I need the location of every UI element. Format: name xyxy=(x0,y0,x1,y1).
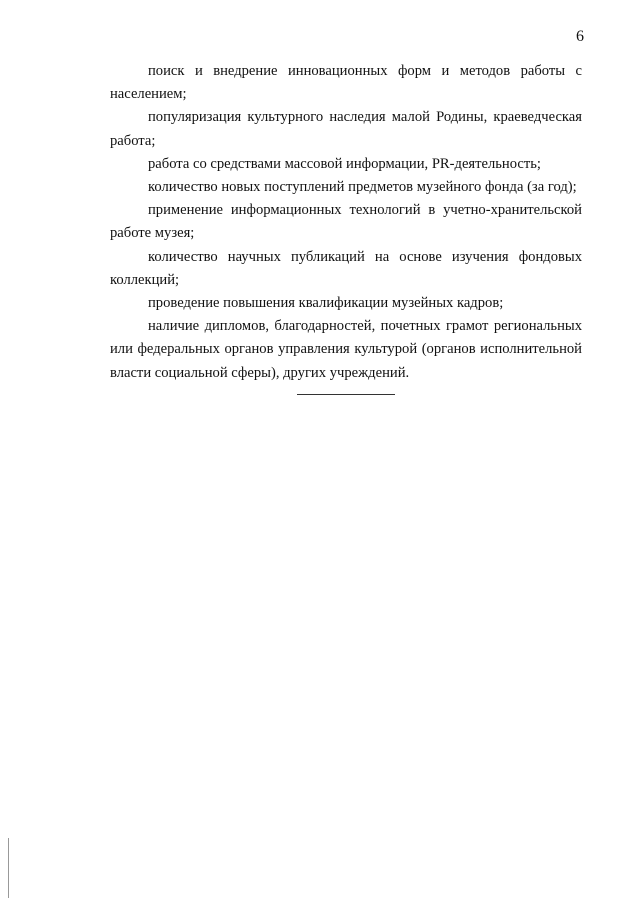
document-body xyxy=(110,60,582,385)
paragraph-new-acquisitions: количество новых поступлений предметов музейного фонда (за год); xyxy=(148,179,577,196)
end-divider xyxy=(297,394,395,395)
paragraph-diplomas: наличие дипломов, благодарностей, почетных грамот региональных или федеральных органов управления культурой (органов исполнительной власти социальной сферы), других учреждений. xyxy=(110,318,582,381)
paragraph-it-application: применение информационных технологий в учетно-хранительской работе музея; xyxy=(110,202,582,242)
paragraph-heritage-popularization: популяризация культурного наследия малой Родины, краеведческая работа; xyxy=(110,109,582,149)
paragraph-innovative-forms: поиск и внедрение инновационных форм и методов работы с населением; xyxy=(110,63,582,103)
scan-margin-mark xyxy=(8,838,9,898)
paragraph-media-pr: работа со средствами массовой информации, PR-деятельность; xyxy=(148,155,541,172)
paragraph-qualification: проведение повышения квалификации музейных кадров; xyxy=(148,295,504,312)
paragraph-scientific-publications: количество научных публикаций на основе изучения фондовых коллекций; xyxy=(110,248,582,288)
page-number: 6 xyxy=(576,28,584,45)
